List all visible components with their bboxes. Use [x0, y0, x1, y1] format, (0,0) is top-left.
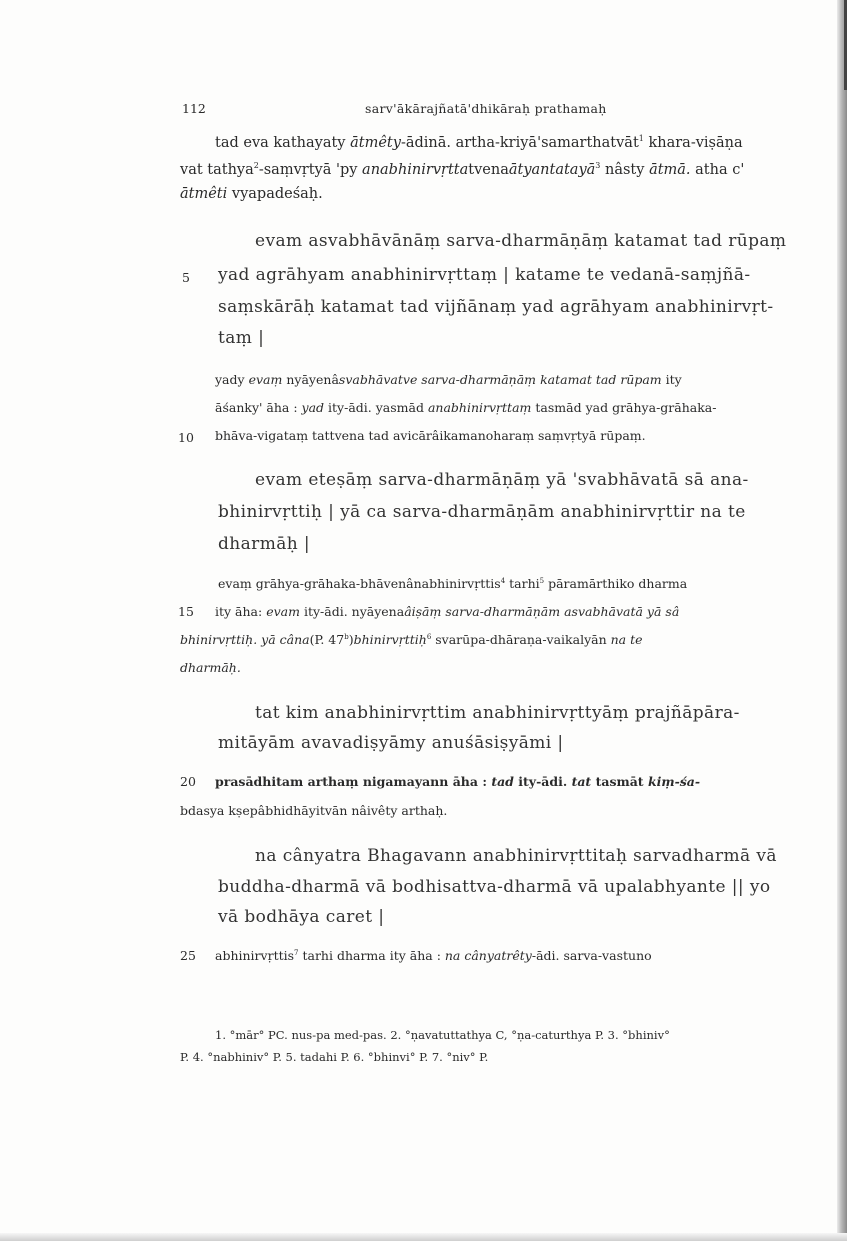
- commentary-line: ātmêti vyapadeśaḥ.: [180, 186, 323, 202]
- root-text-line: tat kim anabhinirvṛttim anabhinirvṛttyāṃ prajñāpāra-: [255, 703, 740, 723]
- scan-right-edge: [837, 0, 847, 1241]
- commentary-line: ity āha: evam ity-ādi. nyāyenaâiṣāṃ sarva-dharmāṇām asvabhāvatā yā sâ: [215, 604, 680, 619]
- commentary-line: yady evaṃ nyāyenâsvabhāvatve sarva-dharmāṇāṃ katamat tad rūpam ity: [215, 372, 682, 387]
- commentary-line: evaṃ grāhya-grāhaka-bhāvenânabhinirvṛttis$^4$ tarhi$^5$ pāramārthiko dharma: [218, 576, 688, 591]
- commentary-line: tad eva kathayaty ātmêty-ādinā. artha-kriyā'samarthatvāt$^1$ khara-viṣāṇa: [215, 134, 743, 151]
- root-text-line: taṃ |: [218, 328, 265, 348]
- root-text-line: saṃskārāḥ katamat tad vijñānaṃ yad agrāhyam anabhinirvṛt-: [218, 297, 774, 317]
- commentary-line: āśanky' āha : yad ity-ādi. yasmād anabhinirvṛttaṃ tasmād yad grāhya-grāhaka-: [215, 400, 717, 415]
- commentary-line: prasādhitam arthaṃ nigamayann āha : tad ity-ādi. tat tasmāt kiṃ-śa-: [215, 774, 701, 789]
- commentary-line: dharmāḥ.: [180, 660, 241, 675]
- root-text-line: dharmāḥ |: [218, 534, 311, 554]
- page-number: 112: [182, 101, 206, 116]
- root-text-line: yad agrāhyam anabhinirvṛttaṃ | katame te vedanā-saṃjñā-: [218, 265, 751, 285]
- commentary-line: bhāva-vigataṃ tattvena tad avicārâikamanoharaṃ saṃvṛtyā rūpaṃ.: [215, 428, 646, 443]
- footnote-line: P. 4. °nabhiniv° P. 5. tadahi P. 6. °bhinvi° P. 7. °niv° P.: [180, 1050, 489, 1064]
- line-number-25: 25: [180, 948, 196, 963]
- scan-bottom-edge: [0, 1233, 847, 1241]
- footnote-line: 1. °mār° PC. nus-pa med-pas. 2. °ṇavatuttathya C, °ṇa-caturthya P. 3. °bhiniv°: [215, 1028, 670, 1042]
- line-number-20: 20: [180, 774, 196, 789]
- line-number-15: 15: [178, 604, 194, 619]
- root-text-line: evam eteṣāṃ sarva-dharmāṇāṃ yā 'svabhāvatā sā ana-: [255, 470, 749, 490]
- root-text-line: na cânyatra Bhagavann anabhinirvṛttitaḥ sarvadharmā vā: [255, 846, 777, 866]
- root-text-line: evam asvabhāvānāṃ sarva-dharmāṇāṃ katamat tad rūpaṃ: [255, 231, 787, 251]
- root-text-line: buddha-dharmā vā bodhisattva-dharmā vā upalabhyante || yo: [218, 877, 771, 897]
- running-title: sarv'ākārajñatā'dhikāraḥ prathamaḥ: [365, 101, 607, 116]
- commentary-line: bhinirvṛttiḥ. yā câna(P. 47$^b$)bhinirvṛttiḥ$^6$ svarūpa-dhāraṇa-vaikalyān na te: [180, 632, 643, 647]
- line-number-5: 5: [182, 270, 190, 285]
- root-text-line: mitāyām avavadiṣyāmy anuśāsiṣyāmi |: [218, 733, 564, 753]
- root-text-line: vā bodhāya caret |: [218, 907, 385, 927]
- line-number-10: 10: [178, 430, 194, 445]
- root-text-line: bhinirvṛttiḥ | yā ca sarva-dharmāṇām anabhinirvṛttir na te: [218, 502, 746, 522]
- commentary-line: abhinirvṛttis$^7$ tarhi dharma ity āha : na cânyatrêty-ādi. sarva-vastuno: [215, 948, 652, 963]
- commentary-line: vat tathya$^2$-saṃvṛtyā 'py anabhinirvṛttatvenaātyantatayā$^3$ nâsty ātmā. atha c': [180, 161, 745, 178]
- commentary-line: bdasya kṣepâbhidhāyitvān nâivêty arthaḥ.: [180, 803, 448, 818]
